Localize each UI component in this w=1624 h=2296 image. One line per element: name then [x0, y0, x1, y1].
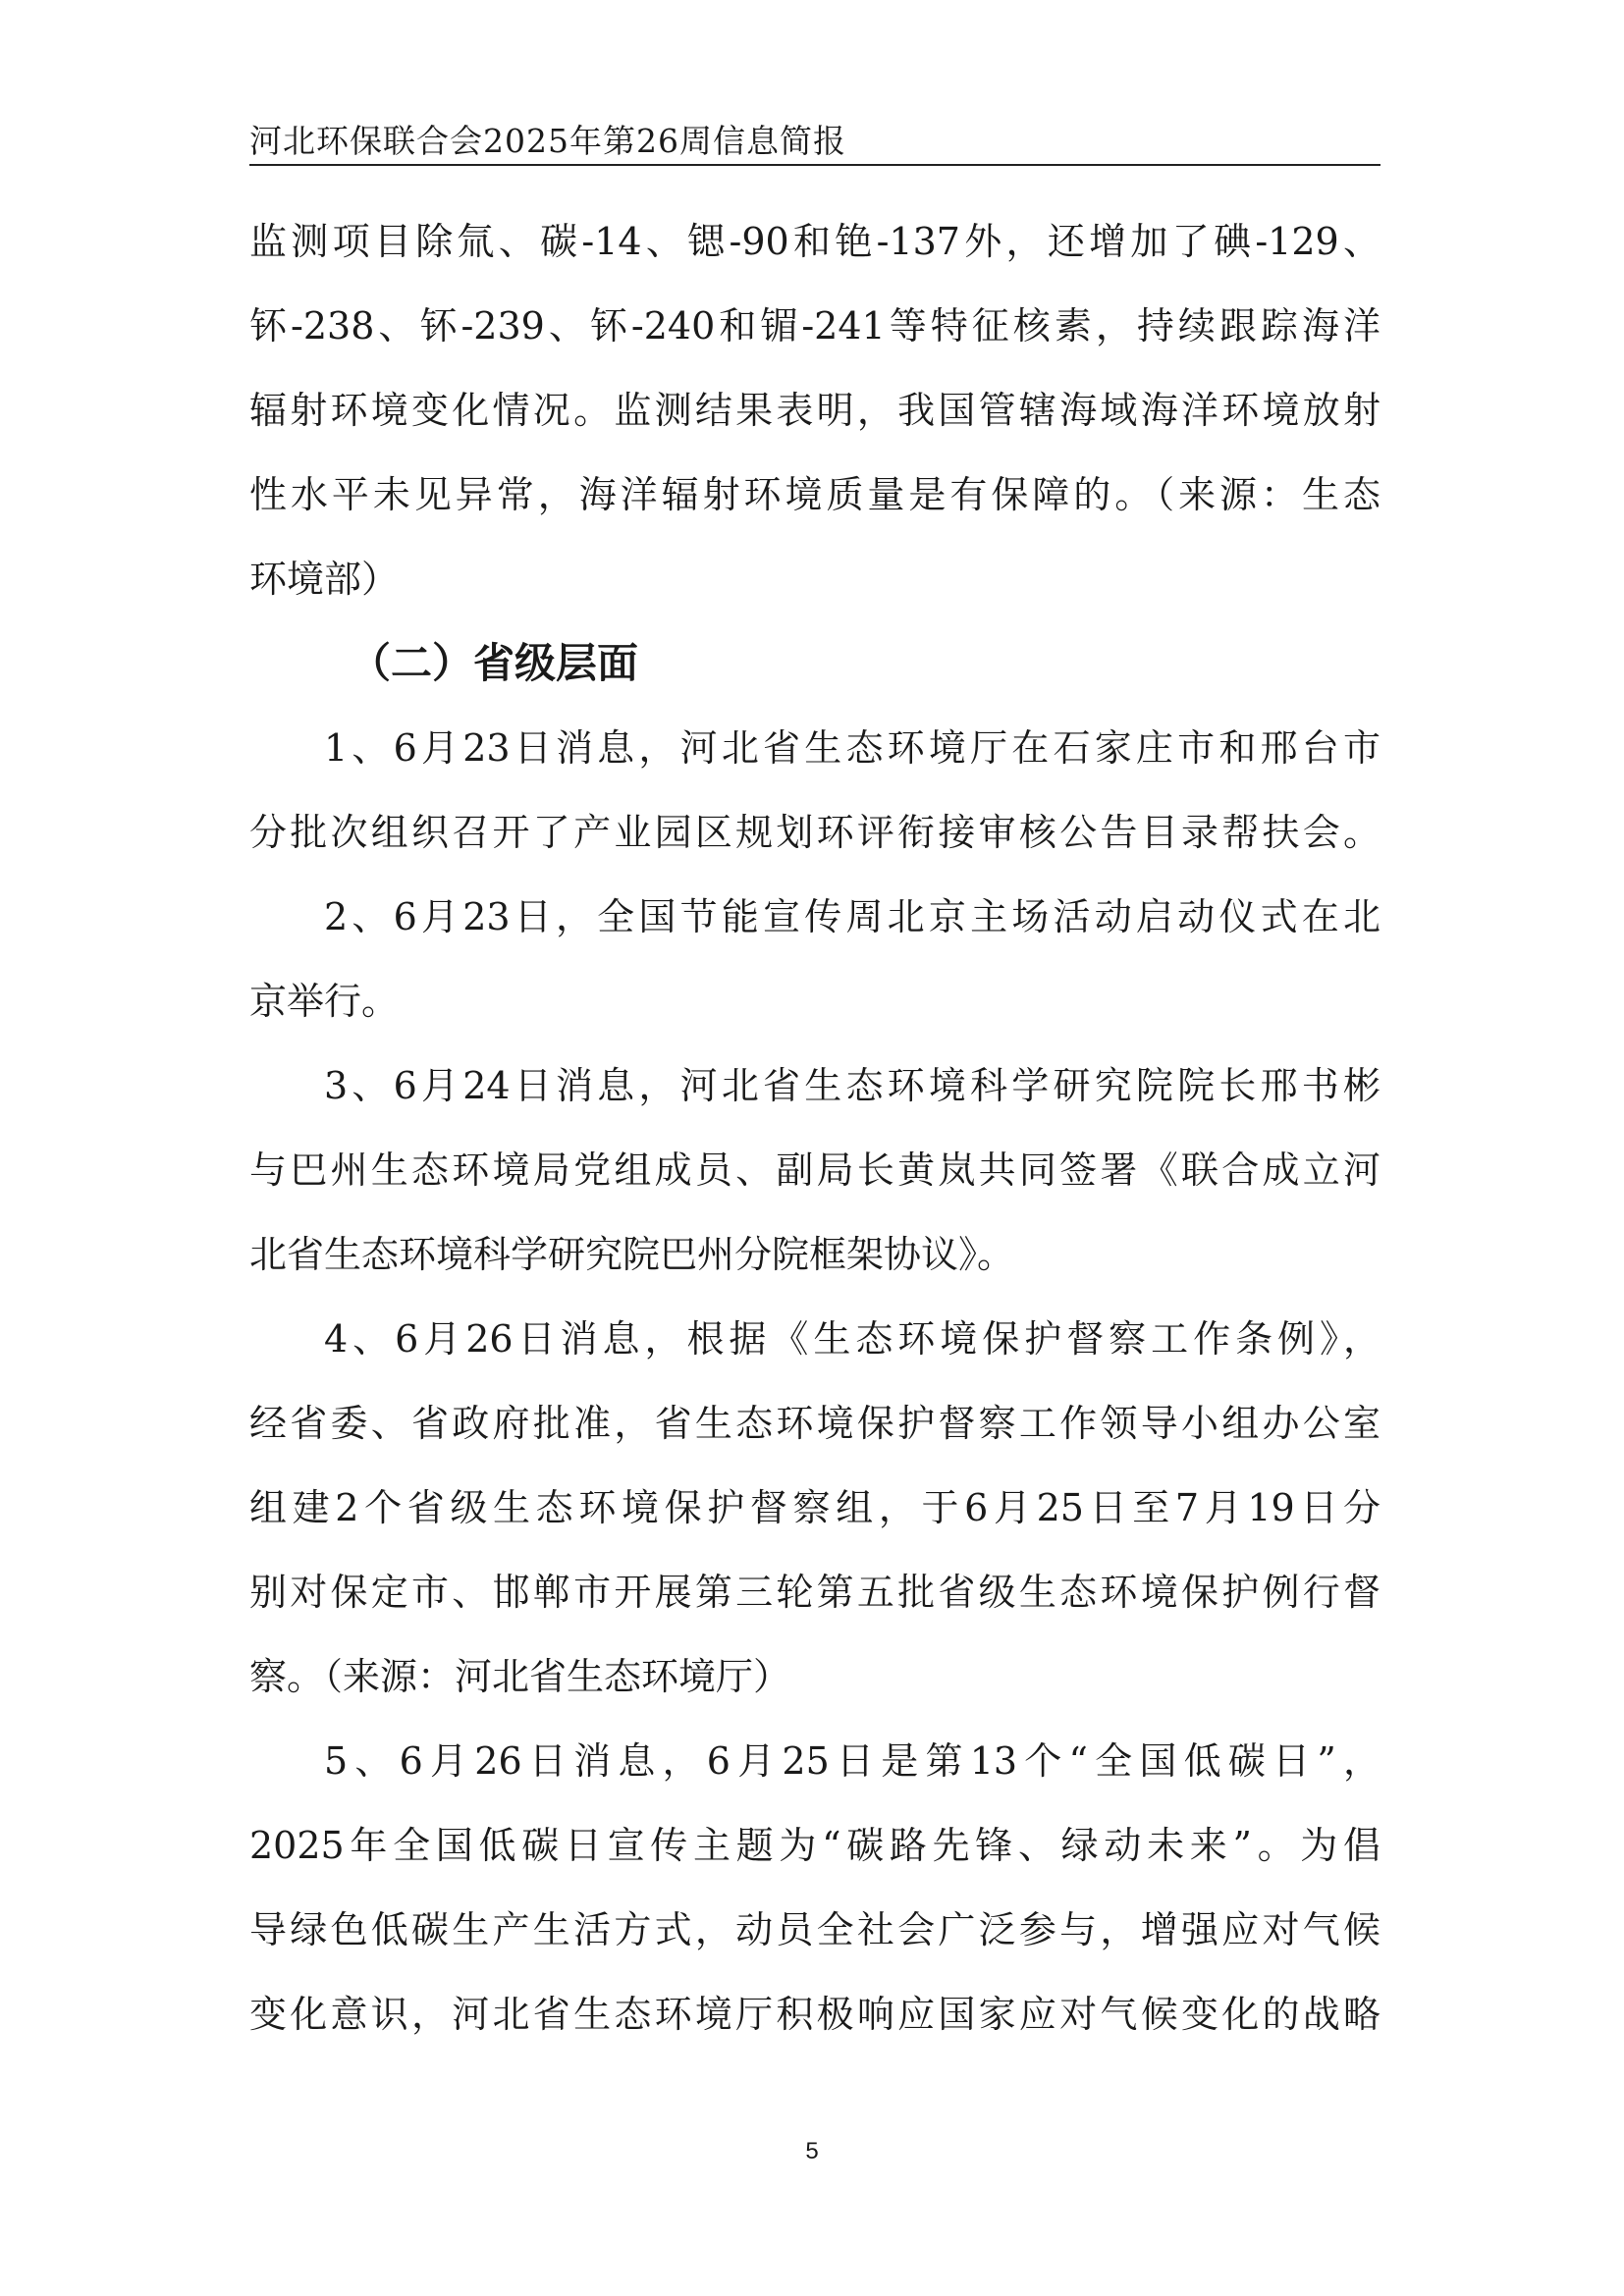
item-5-line: 2025年全国低碳日宣传主题为“碳路先锋、绿动未来”。为倡: [249, 1824, 1380, 1867]
item-3-line: 3、6月24日消息，河北省生态环境科学研究院院长邢书彬: [324, 1064, 1380, 1107]
section-heading: （二）省级层面: [350, 639, 639, 687]
body-line: 性水平未见异常，海洋辐射环境质量是有保障的。（来源：生态: [249, 473, 1380, 516]
body-line: 环境部）: [249, 558, 400, 601]
document-header-title: 河北环保联合会2025年第26周信息简报: [249, 122, 846, 160]
item-4-line: 察。（来源：河北省生态环境厅）: [249, 1655, 791, 1698]
item-5-line: 5、6月26日消息，6月25日是第13个“全国低碳日”，: [324, 1739, 1380, 1783]
page-number: 5: [805, 2138, 819, 2164]
body-line: 辐射环境变化情况。监测结果表明，我国管辖海域海洋环境放射: [249, 389, 1380, 432]
item-1-line: 分批次组织召开了产业园区规划环评衔接审核公告目录帮扶会。: [249, 811, 1380, 854]
item-2-line: 京举行。: [249, 980, 400, 1023]
item-4-line: 组建2个省级生态环境保护督察组，于6月25日至7月19日分: [249, 1486, 1380, 1529]
item-4-line: 经省委、省政府批准，省生态环境保护督察工作领导小组办公室: [249, 1402, 1380, 1445]
item-5-line: 导绿色低碳生产生活方式，动员全社会广泛参与，增强应对气候: [249, 1908, 1380, 1951]
body-line: 钚-238、钚-239、钚-240和镅-241等特征核素，持续跟踪海洋: [249, 304, 1380, 347]
item-4-line: 4、6月26日消息，根据《生态环境保护督察工作条例》，: [324, 1317, 1380, 1361]
body-line: 监测项目除氚、碳-14、锶-90和铯-137外，还增加了碘-129、: [249, 220, 1380, 263]
item-3-line: 与巴州生态环境局党组成员、副局长黄岚共同签署《联合成立河: [249, 1148, 1380, 1192]
item-3-line: 北省生态环境科学研究院巴州分院框架协议》。: [249, 1233, 1015, 1276]
item-5-line: 变化意识，河北省生态环境厅积极响应国家应对气候变化的战略: [249, 1993, 1380, 2036]
item-4-line: 别对保定市、邯郸市开展第三轮第五批省级生态环境保护例行督: [249, 1571, 1380, 1614]
item-1-line: 1、6月23日消息，河北省生态环境厅在石家庄市和邢台市: [324, 726, 1380, 770]
header-rule: [249, 164, 1380, 166]
item-2-line: 2、6月23日，全国节能宣传周北京主场活动启动仪式在北: [324, 895, 1380, 938]
